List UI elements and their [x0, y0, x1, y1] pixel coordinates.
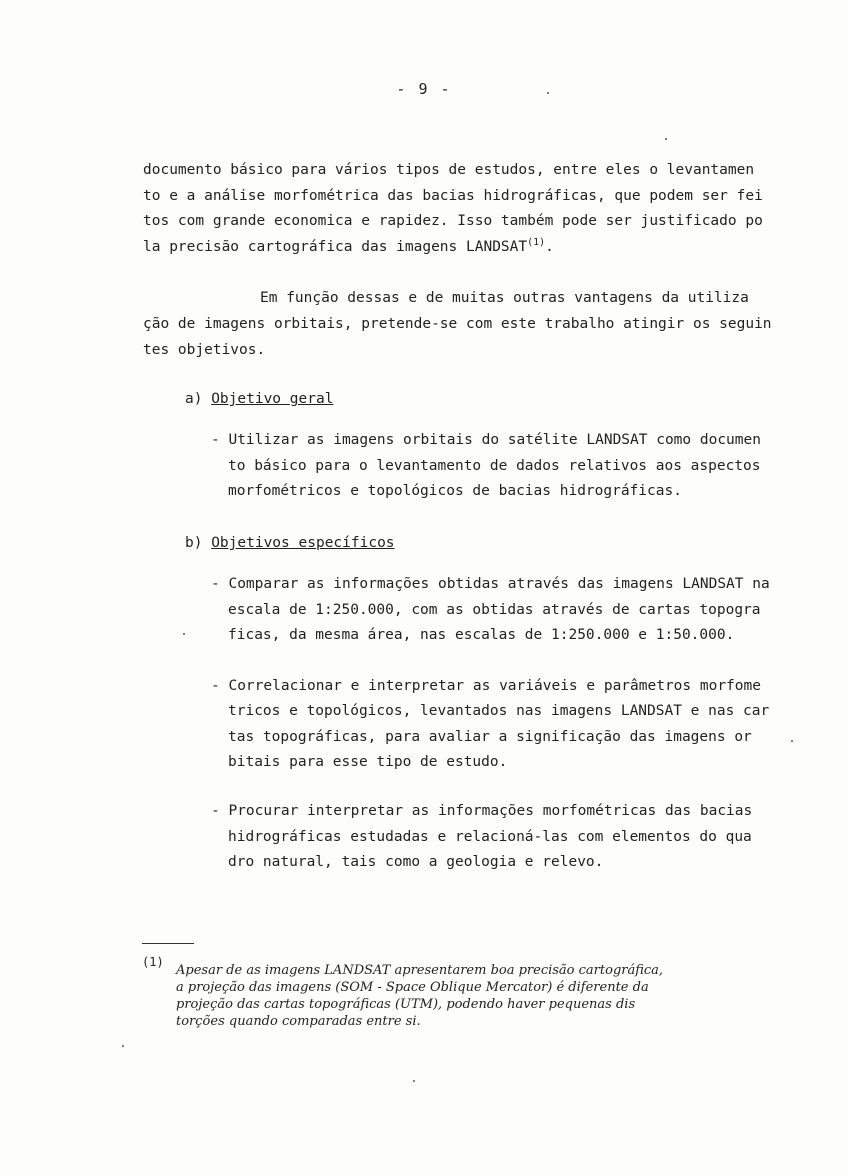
section-a-title: Objetivo geral	[211, 391, 334, 407]
section-a-heading	[185, 389, 333, 409]
section-b-marker: b)	[185, 535, 203, 551]
p1-line-4-end: .	[545, 239, 554, 255]
b-item1-line-1: - Comparar as informações obtidas através das imagens LANDSAT na	[211, 576, 770, 592]
section-b-title: Objetivos específicos	[211, 535, 395, 551]
scan-speck	[183, 633, 185, 635]
footnote-line-3: projeção das cartas topográficas (UTM), podendo haver pequenas dis	[176, 997, 636, 1012]
section-b-heading	[185, 533, 395, 553]
p1-line-4	[143, 237, 554, 257]
b-item2-line-3: tas topográficas, para avaliar a significação das imagens or	[228, 729, 752, 745]
footnote-marker: (1)	[142, 955, 164, 969]
b-item3-line-2: hidrográficas estudadas e relacioná-las com elementos do qua	[228, 829, 752, 845]
b-item1-line-3: ficas, da mesma área, nas escalas de 1:250.000 e 1:50.000.	[228, 627, 735, 643]
b-item2-line-4: bitais para esse tipo de estudo.	[228, 754, 508, 770]
p1-line-3: tos com grande economica e rapidez. Isso também pode ser justificado po	[143, 213, 763, 229]
p1-line-2: to e a análise morfométrica das bacias hidrográficas, que podem ser fei	[143, 188, 763, 204]
footnote-ref: (1)	[527, 237, 546, 249]
b-item2-line-2: tricos e topológicos, levantados nas imagens LANDSAT e nas car	[228, 703, 770, 719]
scan-speck	[413, 1080, 415, 1082]
p2-line-2: ção de imagens orbitais, pretende-se com este trabalho atingir os seguin	[143, 316, 772, 332]
b-item2-line-1: - Correlacionar e interpretar as variáveis e parâmetros morfome	[211, 678, 761, 694]
scan-speck	[791, 740, 793, 742]
footnote-line-2: a projeção das imagens (SOM - Space Oblique Mercator) é diferente da	[176, 980, 649, 995]
section-a-marker: a)	[185, 391, 203, 407]
b-item3-line-1: - Procurar interpretar as informações morfométricas das bacias	[211, 803, 753, 819]
p1-line-1: documento básico para vários tipos de estudos, entre eles o levantamen	[143, 162, 755, 178]
scan-speck	[122, 1045, 124, 1047]
a-item-line-2: to básico para o levantamento de dados relativos aos aspectos	[228, 458, 761, 474]
footnote-line-1: Apesar de as imagens LANDSAT apresentarem boa precisão cartográfica,	[176, 963, 664, 978]
b-item1-line-2: escala de 1:250.000, com as obtidas através de cartas topogra	[228, 602, 761, 618]
b-item3-line-3: dro natural, tais como a geologia e relevo.	[228, 854, 604, 870]
footnote-rule	[142, 943, 194, 944]
p2-line-3: tes objetivos.	[143, 342, 266, 358]
footnote-line-4: torções quando comparadas entre si.	[176, 1014, 421, 1029]
a-item-line-3: morfométricos e topológicos de bacias hidrográficas.	[228, 483, 682, 499]
scan-speck	[547, 92, 549, 94]
page-number: - 9 -	[396, 80, 452, 98]
a-item-line-1: - Utilizar as imagens orbitais do satélite LANDSAT como documen	[211, 432, 761, 448]
p2-line-1: Em função dessas e de muitas outras vantagens da utiliza	[260, 290, 749, 306]
scan-speck	[665, 138, 667, 140]
p1-line-4-text: la precisão cartográfica das imagens LANDSAT	[143, 239, 528, 255]
